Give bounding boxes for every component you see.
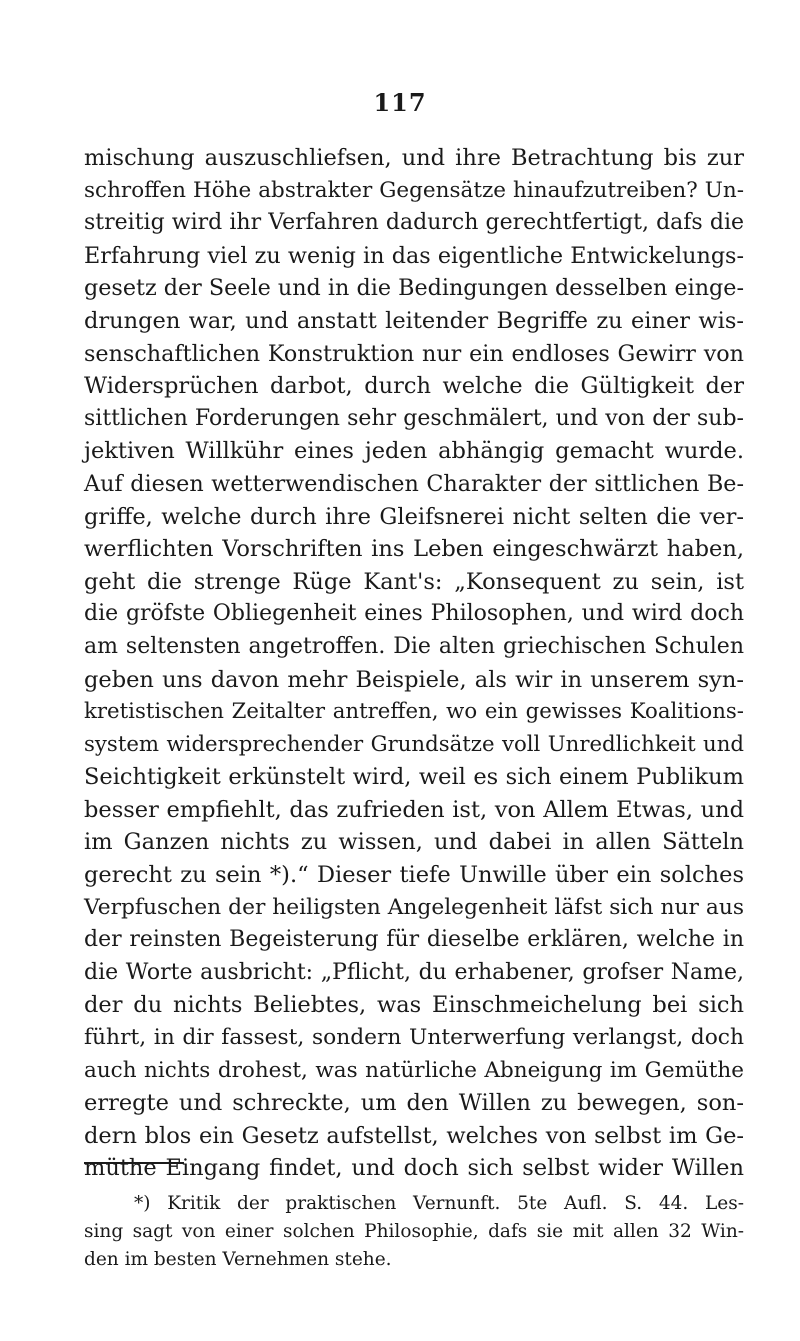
text-line: besser empfiehlt, das zufrieden ist, von Allem Etwas, und xyxy=(84,796,744,823)
footnote-line: *) Kritik der praktischen Vernunft. 5te Aufl. S. 44. Les- xyxy=(134,1193,744,1214)
text-line: gerecht zu sein *).“ Dieser tiefe Unwille über ein solches xyxy=(84,862,744,889)
text-line: mischung auszuschliefsen, und ihre Betrachtung bis zur xyxy=(84,145,744,171)
text-line: drungen war, und anstatt leitender Begriffe zu einer wis- xyxy=(84,307,744,334)
text-line: Widersprüchen darbot, durch welche die Gültigkeit der xyxy=(84,373,744,400)
text-line: jektiven Willkühr eines jeden abhängig gemacht wurde. xyxy=(84,438,744,465)
footnote-line: den im besten Vernehmen stehe. xyxy=(84,1249,392,1270)
footnote-line: sing sagt von einer solchen Philosophie, dafs sie mit allen 32 Win- xyxy=(84,1221,744,1242)
text-line: streitig wird ihr Verfahren dadurch gerechtfertigt, dafs die xyxy=(84,210,744,236)
text-line: die gröfste Obliegenheit eines Philosophen, und wird doch xyxy=(84,601,744,627)
text-line: führt, in dir fassest, sondern Unterwerfung verlangst, doch xyxy=(84,1025,744,1051)
text-line: gesetz der Seele und in die Bedingungen desselben einge- xyxy=(84,275,744,302)
text-line: erregte und schreckte, um den Willen zu bewegen, son- xyxy=(84,1090,744,1117)
text-line: auch nichts drohest, was natürliche Abneigung im Gemüthe xyxy=(84,1057,744,1083)
text-line: der reinsten Begeisterung für dieselbe erklären, welche in xyxy=(84,927,744,953)
footnote-divider xyxy=(84,1162,184,1164)
page-number: 117 xyxy=(373,88,427,117)
text-line: im Ganzen nichts zu wissen, und dabei in allen Sätteln xyxy=(84,829,744,856)
text-line: sittlichen Forderungen sehr geschmälert, und von der sub- xyxy=(84,405,744,431)
text-line: Seichtigkeit erkünstelt wird, weil es sich einem Publikum xyxy=(84,764,744,791)
text-line: griffe, welche durch ihre Gleifsnerei nicht selten die ver- xyxy=(84,503,744,530)
text-line: geht die strenge Rüge Kant's: „Konsequent zu sein, ist xyxy=(84,568,744,595)
text-line: am seltensten angetroffen. Die alten griechischen Schulen xyxy=(84,633,744,659)
text-line: der du nichts Beliebtes, was Einschmeichelung bei sich xyxy=(84,992,744,1019)
text-line: senschaftlichen Konstruktion nur ein endloses Gewirr von xyxy=(84,340,744,367)
text-line: die Worte ausbricht: „Pflicht, du erhabener, grofser Name, xyxy=(84,959,744,985)
text-line: Verpfuschen der heiligsten Angelegenheit läfst sich nur aus xyxy=(84,894,744,920)
text-line: dern blos ein Gesetz aufstellst, welches von selbst im Ge- xyxy=(84,1122,744,1149)
text-line: Auf diesen wetterwendischen Charakter der sittlichen Be- xyxy=(84,470,744,497)
footnote xyxy=(84,1190,744,1274)
text-line: werflichten Vorschriften ins Leben eingeschwärzt haben, xyxy=(84,536,744,563)
text-line: system widersprechender Grundsätze voll Unredlichkeit und xyxy=(84,731,744,757)
text-line: Erfahrung viel zu wenig in das eigentliche Entwickelungs- xyxy=(84,242,744,269)
text-line: müthe Eingang findet, und doch sich selbst wider Willen xyxy=(84,1155,744,1182)
text-line: kretistischen Zeitalter antreffen, wo ein gewisses Koalitions- xyxy=(84,699,744,725)
text-line: schroffen Höhe abstrakter Gegensätze hinaufzutreiben? Un- xyxy=(84,177,744,203)
text-line: geben uns davon mehr Beispiele, als wir in unserem syn- xyxy=(84,666,744,693)
body-text xyxy=(84,142,744,1185)
